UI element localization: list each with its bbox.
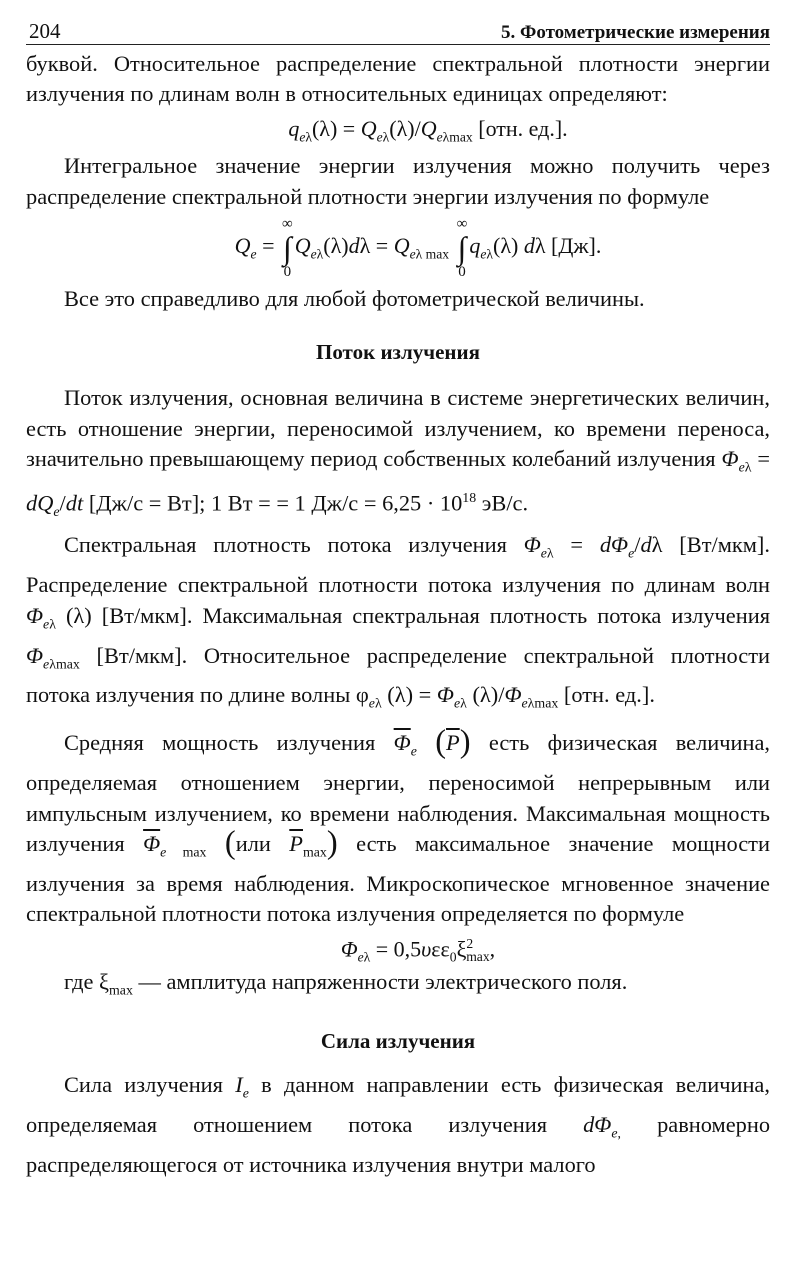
paragraph-xi-definition: где $\xi_{max}$ — амплитуда напряженности электрического поля. bbox=[64, 969, 628, 999]
formula-microscopic-flux: $\Phi_{e\lambda} = 0,5\upsilon\varepsilon\varepsilon_0\xi^2_{max}$, bbox=[340, 935, 496, 965]
integral-sign: ∞ ∫ 0 bbox=[282, 216, 293, 281]
page-number: 204 bbox=[29, 19, 61, 43]
paragraph-relative-distribution: буквой. Относительное распределение спектральной плотности энергии излучения по длинам волн в относительных единицах определяют: bbox=[26, 51, 770, 107]
running-header bbox=[26, 14, 770, 45]
paragraph-photometric-note: Все это справедливо для любой фотометрической величины. bbox=[64, 286, 645, 312]
section-heading-radiant-intensity: Сила излучения bbox=[320, 1029, 476, 1054]
section-heading-radiant-flux: Поток излучения bbox=[316, 340, 480, 365]
paragraph-mean-power: Средняя мощность излучения $\overline{\Phi}_e$ $(\overline{P})$ есть физическая величина, определяемая отношением энергии, переносимой непрерывным или импульсным излучением, ко времени наблюдения. Максимальная мощность излучения $\overline{\Phi}_{e max}$ (или $\overline{P}_{max}$) есть максимальное значение мощности излучения за время наблюдения. Микроскопическое мгновенное значение спектральной плотности потока излучения определяется по формуле bbox=[26, 724, 770, 927]
formula-relative-energy: $q_{e\lambda}(\lambda) = Q_{e\lambda}(\lambda)/Q_{e\lambda max}$ [отн. ед.]. bbox=[288, 115, 568, 145]
book-page bbox=[26, 14, 770, 1180]
paragraph-radiant-intensity: Сила излучения $I_e$ в данном направлении есть физическая величина, определяемая отношением потока излучения $d\Phi_{e,}$ равномерно распределяющегося от источника излучения внутри малого bbox=[26, 1072, 771, 1178]
paragraph-spectral-flux: Спектральная плотность потока излучения $\Phi_{e\lambda} = d\Phi_e/d\lambda$ [Вт/мкм]. Распределение спектральной плотности потока излучения по длинам волн $\Phi_{e\lambda}$ (λ) [Вт/мкм]. Максимальная спектральная плотность потока излучения $\Phi_{e\lambda max}$ [Вт/мкм]. Относительное распределение спектральной плотности потока излучения по длине волны $\varphi_{e\lambda}$ $(\lambda) = \Phi_{e\lambda}$ $(\lambda)/\Phi_{e\lambda max}$ [отн. ед.]. bbox=[26, 532, 770, 712]
formula-integral-energy: $Q_e$ = ∞ ∫ 0 $Q_{e\lambda}(\lambda)d\lambda = Q_{e\lambda max}$ ∞ ∫ 0 $q_{e\lambda}(\lambda)$ dλ [Дж]. bbox=[234, 216, 602, 281]
integral-sign: ∞ ∫ 0 bbox=[456, 216, 468, 281]
paragraph-radiant-flux: Поток излучения, основная величина в системе энергетических величин, есть отношение энергии, переносимой излучением, ко времени переноса, значительно превышающему период собственных колебаний излучения $\Phi_{e\lambda} = dQ_e/dt$ [Дж/с = Вт]; 1 Вт = = 1 $Дж/с = 6,25 \cdot 10^{18}$ эВ/с. bbox=[26, 385, 770, 521]
paragraph-integral-energy: Интегральное значение энергии излучения можно получить через распределение спектральной плотности энергии излучения по формуле bbox=[26, 153, 770, 209]
chapter-title: 5. Фотометрические измерения bbox=[501, 22, 770, 43]
